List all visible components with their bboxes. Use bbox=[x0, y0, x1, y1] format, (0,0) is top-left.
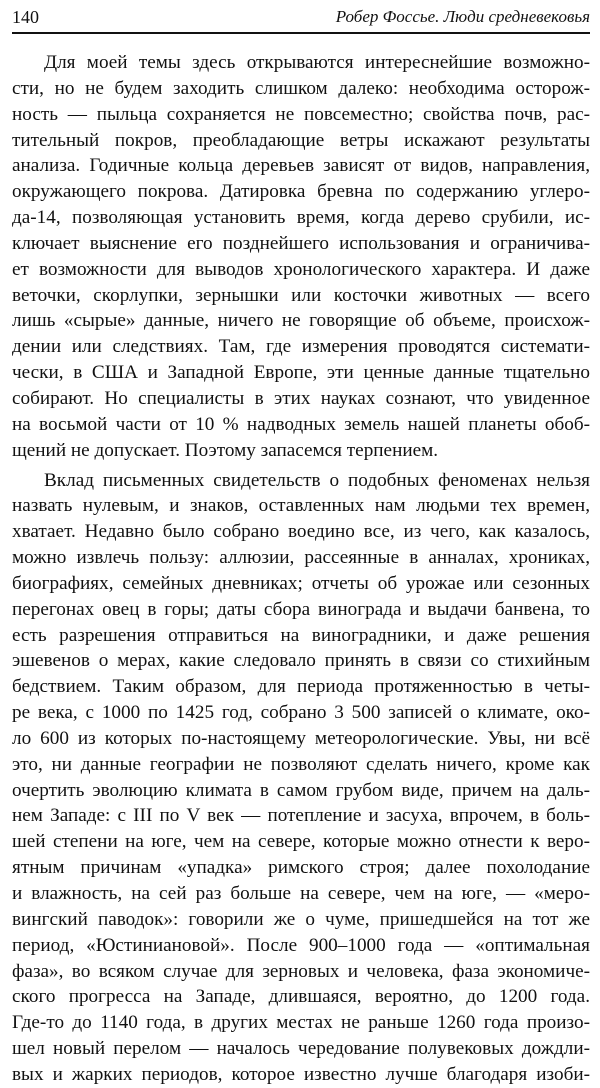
text-line: Где-то до 1140 года, в других местах не раньше 1260 года произо- bbox=[12, 1012, 590, 1034]
text-line: анализа. Годичные кольца деревьев зависят от видов, направления, bbox=[12, 155, 590, 177]
text-line: биографиях, семейных дневниках; отчеты об урожае или сезонных bbox=[12, 572, 590, 594]
text-line: шел новый перелом — началось чередование полувековых дождли- bbox=[12, 1038, 590, 1060]
text-line: дении или следствиях. Там, где измерения проводятся системати- bbox=[12, 336, 590, 358]
text-line: ет возможности для выводов хронологического характера. И даже bbox=[12, 258, 590, 280]
running-title: Робер Фоссье. Люди средневековья bbox=[335, 7, 590, 26]
text-line: шей степени на юге, чем на севере, которые можно отнести к веро- bbox=[12, 831, 590, 853]
text-line: да-14, позволяющая установить время, когда дерево срубили, ис- bbox=[12, 207, 590, 229]
text-line: ятным причинам «упадка» римского строя; далее похолодание bbox=[12, 857, 590, 879]
text-line: вингский паводок»: говорили же о чуме, пришедшейся на тот же bbox=[12, 908, 590, 930]
text-line: Вклад письменных свидетельств о подобных феноменах нельзя bbox=[44, 469, 590, 491]
paragraph-1 bbox=[12, 50, 590, 464]
page-number: 140 bbox=[12, 7, 39, 27]
text-line: назвать нулевым, и знаков, оставленных нам людьми тех времен, bbox=[12, 495, 590, 517]
text-line: ность — пыльца сохраняется не повсеместно; свойства почв, рас- bbox=[12, 103, 590, 125]
text-line: чески, в США и Западной Европе, эти ценные данные тщательно bbox=[12, 362, 590, 384]
text-line: ского прогресса на Западе, длившаяся, вероятно, до 1200 года. bbox=[12, 986, 590, 1008]
body-text bbox=[12, 50, 590, 1088]
text-line: окружающего покрова. Датировка бревна по содержанию углеро- bbox=[12, 181, 590, 203]
text-line: ре века, с 1000 по 1425 год, собрано 3 500 записей о климате, око- bbox=[12, 702, 590, 724]
text-line: лишь «сырые» данные, ничего не говорящие об объеме, происхож- bbox=[12, 310, 590, 332]
text-line: веточки, скорлупки, зернышки или косточки животных — всего bbox=[12, 284, 590, 306]
text-line: собирают. Но специалисты в этих науках сознают, что увиденное bbox=[12, 387, 590, 409]
text-line: можно извлечь пользу: аллюзии, рассеянные в анналах, хрониках, bbox=[12, 547, 590, 569]
text-line: бедствием. Таким образом, для периода протяженностью в четы- bbox=[12, 676, 590, 698]
text-line: ключает выяснение его позднейшего использования и ограничива- bbox=[12, 232, 590, 254]
text-line: щений не допускает. Поэтому запасемся терпением. bbox=[12, 439, 439, 461]
running-head bbox=[12, 6, 590, 34]
text-line: вых и жарких периодов, которое известно лучше благодаря изоби- bbox=[12, 1063, 590, 1085]
text-line: хватает. Недавно было собрано воедино все, из чего, как казалось, bbox=[12, 521, 590, 543]
text-line: фаза», во всяком случае для зерновых и человека, фаза экономиче- bbox=[12, 960, 590, 982]
paragraph-2 bbox=[12, 468, 590, 1088]
text-line: на восьмой части от 10 % надводных земель нашей планеты обоб- bbox=[12, 413, 590, 435]
text-line: ло 600 из которых по-настоящему метеорологические. Увы, ни всё bbox=[12, 727, 590, 749]
text-line: есть разрешения отправиться на виноградники, и даже решения bbox=[12, 624, 590, 646]
text-line: очертить эволюцию климата в самом грубом виде, причем на даль- bbox=[12, 779, 590, 801]
text-line: эшевенов о мерах, какие следовало принять в связи со стихийным bbox=[12, 650, 590, 672]
text-line: и влажность, на сей раз больше на севере, чем на юге, — «меро- bbox=[12, 883, 590, 904]
text-line: нем Западе: с III по V век — потепление и засуха, впрочем, в боль- bbox=[12, 805, 590, 827]
text-line: это, ни данные географии не позволяют сделать ничего, кроме как bbox=[12, 753, 590, 775]
text-line: тительный покров, преобладающие ветры искажают результаты bbox=[12, 129, 590, 151]
text-line: Для моей темы здесь открываются интереснейшие возможно- bbox=[44, 52, 590, 73]
text-line: сти, но не будем заходить слишком далеко: необходима осторож- bbox=[12, 77, 590, 99]
text-line: перегонах овец в горы; даты сбора винограда и выдачи банвена, то bbox=[12, 598, 590, 620]
text-line: период, «Юстиниановой». После 900–1000 года — «оптимальная bbox=[12, 934, 590, 956]
